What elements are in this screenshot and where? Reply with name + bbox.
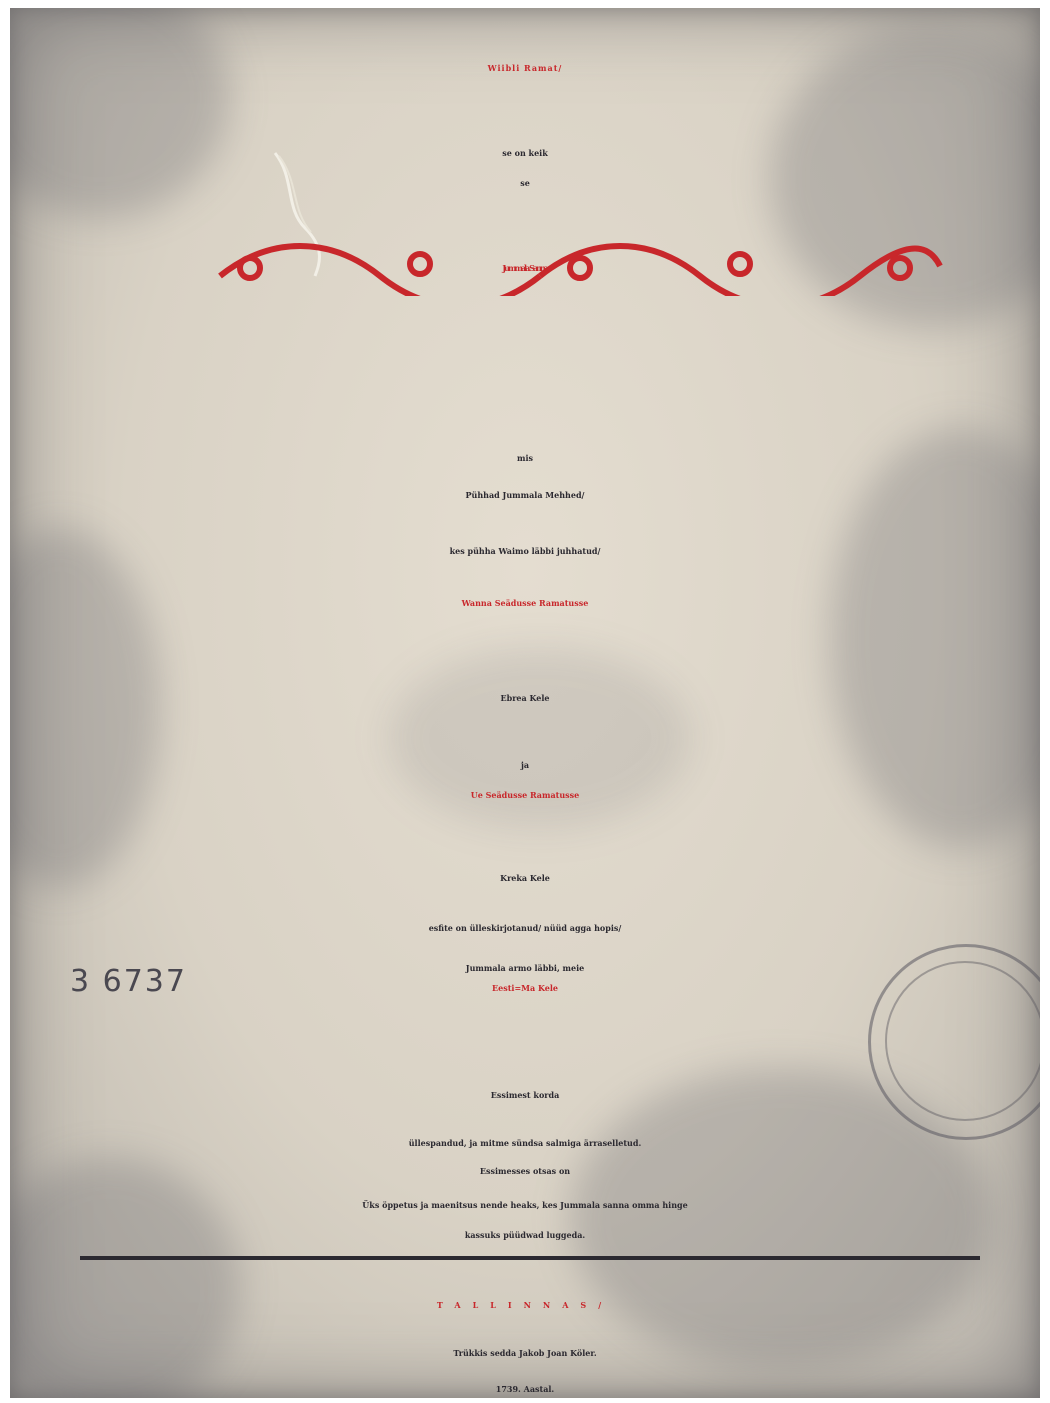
- imprint-printer: Trükkis sedda Jakob Joan Köler.: [453, 1348, 597, 1358]
- line-hebrew: Ebrea Kele: [500, 693, 550, 703]
- line-estonian: Eesti=Ma Kele: [492, 983, 558, 993]
- stain-left: [10, 528, 160, 888]
- line-puhhad: Pühhad Jummala Mehhed/: [465, 490, 585, 500]
- stain-bottom-left: [10, 1158, 240, 1398]
- divider-rule: [80, 1256, 980, 1260]
- title-page: [10, 8, 1040, 1398]
- line-kes: kes pühha Waimo läbbi juhhatud/: [449, 546, 601, 556]
- subtitle-line-2: se: [520, 178, 530, 188]
- stain-center: [390, 648, 690, 828]
- book-title: Wiibli Ramat/: [487, 63, 563, 73]
- line-uks: Üks öppetus ja maenitsus nende heaks, kes Jummala sanna omma hinge: [362, 1200, 688, 1210]
- line-mis: mis: [516, 453, 533, 463]
- line-ullespandud: üllespandud, ja mitme sündsa salmiga ärraselletud.: [408, 1138, 642, 1148]
- subtitle-line-1: se on keik: [502, 148, 548, 158]
- line-essimest: Essimest korda: [490, 1090, 560, 1100]
- line-greek: Kreka Kele: [500, 873, 550, 883]
- line-esfite: esfite on ülleskirjotanud/ nüüd agga hopis/: [428, 923, 622, 933]
- line-kassuks: kassuks püüdwad luggeda.: [464, 1230, 586, 1240]
- line-new-testament: Ue Seädusse Ramatusse: [470, 790, 580, 800]
- line-essimesses: Essimesses otsas on: [479, 1166, 571, 1176]
- imprint-city: TALLINNAS/: [436, 1300, 614, 1310]
- line-ja: ja: [520, 760, 530, 770]
- line-old-testament: Wanna Seädusse Ramatusse: [461, 598, 589, 608]
- main-heading: Jummala Sanna,: [502, 262, 548, 274]
- library-stamp-inner-ring: [885, 961, 1040, 1121]
- line-jummala-armo: Jummala armo läbbi, meie: [465, 963, 585, 973]
- imprint-year: 1739. Aastal.: [495, 1384, 555, 1394]
- handwritten-shelfmark: 3 6737: [70, 964, 187, 999]
